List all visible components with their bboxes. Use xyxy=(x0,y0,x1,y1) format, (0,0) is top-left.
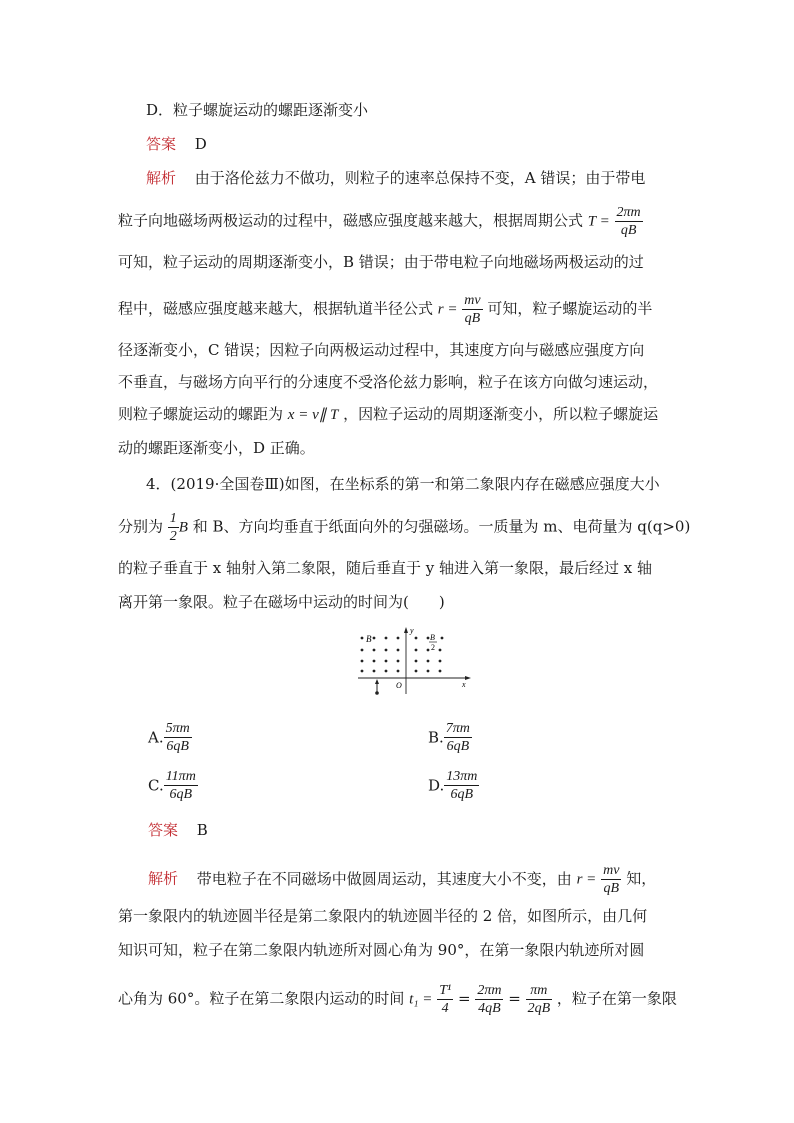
fraction-numerator: 2πm xyxy=(477,983,502,998)
x-axis-arrow xyxy=(465,676,471,680)
option-fraction xyxy=(444,720,472,755)
label-B-left: B xyxy=(366,634,372,644)
solution2-line-1 xyxy=(148,862,656,897)
equals-sign: = xyxy=(457,989,471,1008)
solution-line-6: 不垂直，与磁场方向平行的分速度不受洛伦兹力影响，粒子在该方向做匀速运动， xyxy=(118,373,659,391)
formula-r: r = xyxy=(576,871,597,888)
fraction-numerator: 2πm xyxy=(616,205,641,220)
solution-text: 则粒子螺旋运动的螺距为 xyxy=(118,405,284,423)
equals-sign: = xyxy=(508,989,521,1008)
solution-text: 程中，磁感应强度越来越大，根据轨道半径公式 xyxy=(118,299,434,318)
solution-label: 解析 xyxy=(146,169,177,187)
fraction-one-half xyxy=(168,510,179,545)
answer-label: 答案 xyxy=(148,821,179,839)
solution-text: 粒子向地磁场两极运动的过程中，磁感应强度越来越大，根据周期公式 xyxy=(118,211,584,230)
option-c xyxy=(148,768,198,803)
solution-line-7 xyxy=(118,404,658,425)
question-4-line-2 xyxy=(118,510,690,545)
fraction-denominator: qB xyxy=(603,881,620,896)
fraction-mv-qB xyxy=(462,292,482,327)
magnetic-field-figure xyxy=(352,624,476,700)
answer-line-1 xyxy=(146,134,207,154)
solution-text: 心角为 60°。粒子在第二象限内运动的时间 xyxy=(118,989,405,1008)
fraction-denominator: 4 xyxy=(441,1001,449,1016)
option-d-text: D．粒子螺旋运动的螺距逐渐变小 xyxy=(146,101,369,119)
fraction-T-over-4 xyxy=(437,982,453,1017)
option-letter: A. xyxy=(148,728,164,747)
solution-text: ，因粒子运动的周期逐渐变小，所以粒子螺旋运 xyxy=(343,405,659,423)
answer-line-2 xyxy=(148,820,208,840)
solution2-line-4 xyxy=(118,982,677,1017)
fraction-denominator: 2qB xyxy=(527,1001,551,1016)
fraction-numerator: 7πm xyxy=(445,721,470,736)
fraction-denominator: 4qB xyxy=(478,1001,501,1016)
question-4-line-1: 4．(2019·全国卷Ⅲ)如图，在坐标系的第一和第二象限内存在磁感应强度大小 xyxy=(146,475,660,493)
label-B-right: B xyxy=(430,633,435,642)
x-axis-label: x xyxy=(462,680,466,689)
option-d xyxy=(428,768,479,803)
option-fraction xyxy=(444,768,479,803)
fraction-denominator: 6qB xyxy=(446,739,470,754)
solution-text: ，粒子在第一象限 xyxy=(556,989,677,1008)
fraction-denominator: 6qB xyxy=(166,739,189,754)
formula-pitch: x = v∥ T xyxy=(287,407,339,423)
fraction-mv-qB xyxy=(601,862,621,897)
solution-label: 解析 xyxy=(148,869,179,888)
fraction-numerator: T¹ xyxy=(439,983,452,998)
origin-label: O xyxy=(396,681,402,690)
option-letter: B. xyxy=(428,728,444,747)
y-axis-label: y xyxy=(410,626,414,635)
solution-line-8: 动的螺距逐渐变小，D 正确。 xyxy=(118,439,315,457)
fraction-numerator: 5πm xyxy=(165,721,190,736)
label-2: 2 xyxy=(431,643,435,652)
question-4-line-4: 离开第一象限。粒子在磁场中运动的时间为( ) xyxy=(118,593,445,611)
formula-t1: t₁ = xyxy=(409,991,433,1008)
fraction-denominator: 2 xyxy=(169,529,177,544)
solution-line-4 xyxy=(118,292,652,327)
fraction-numerator: mv xyxy=(464,293,481,308)
particle xyxy=(375,691,379,695)
fraction-denominator: qB xyxy=(620,223,637,238)
solution-line-2 xyxy=(118,204,643,239)
solution-text: 由于洛伦兹力不做功，则粒子的速率总保持不变，A 错误；由于带电 xyxy=(194,169,646,187)
question-text: 分别为 xyxy=(118,517,164,536)
fraction-numerator: 13πm xyxy=(446,769,478,784)
fraction-denominator: 6qB xyxy=(169,787,193,802)
option-a xyxy=(148,720,192,755)
answer-label: 答案 xyxy=(146,135,177,153)
answer-value: B xyxy=(196,821,208,839)
formula-T: T = xyxy=(587,213,610,230)
answer-value: D xyxy=(194,135,207,153)
particle-arrowhead xyxy=(375,679,379,684)
option-letter: C. xyxy=(148,776,164,795)
option-b xyxy=(428,720,472,755)
y-axis-arrow xyxy=(404,627,408,633)
formula-r: r = xyxy=(437,301,458,318)
solution2-line-2: 第一象限内的轨迹圆半径是第二象限内的轨迹圆半径的 2 倍，如图所示，由几何 xyxy=(118,907,648,925)
fraction-denominator: qB xyxy=(464,311,481,326)
solution-text: 知， xyxy=(626,869,657,888)
question-4-line-3: 的粒子垂直于 x 轴射入第二象限，随后垂直于 y 轴进入第一象限，最后经过 x 轴 xyxy=(118,559,653,577)
solution2-line-3: 知识可知，粒子在第二象限内轨迹所对圆心角为 90°，在第一象限内轨迹所对圆 xyxy=(118,941,645,959)
option-letter: D. xyxy=(428,776,445,795)
option-fraction xyxy=(164,720,192,755)
solution-text: 带电粒子在不同磁场中做圆周运动，其速度大小不变，由 xyxy=(196,869,572,888)
fraction-numerator: πm xyxy=(526,982,553,1000)
fraction-numerator: 11πm xyxy=(165,769,196,784)
fraction-2pim-4qB xyxy=(475,982,503,1017)
solution-line-3: 可知，粒子运动的周期逐渐变小，B 错误；由于带电粒子向地磁场两极运动的过 xyxy=(118,253,644,271)
solution-line-1 xyxy=(146,168,645,188)
solution-line-5: 径逐渐变小，C 错误；因粒子向两极运动过程中，其速度方向与磁感应强度方向 xyxy=(118,341,645,359)
option-fraction xyxy=(164,768,198,803)
fraction-2pim-qB xyxy=(615,204,643,239)
solution-text: 可知，粒子螺旋运动的半 xyxy=(487,299,653,318)
question-text: 和 B、方向均垂直于纸面向外的匀强磁场。一质量为 m、电荷量为 q(q>0) xyxy=(192,517,691,536)
fraction-pim-2qB xyxy=(526,982,553,1017)
fraction-denominator: 6qB xyxy=(450,787,474,802)
fraction-numerator: mv xyxy=(603,863,620,878)
fraction-numerator: 1 xyxy=(169,511,177,526)
symbol-B: B xyxy=(178,519,188,536)
